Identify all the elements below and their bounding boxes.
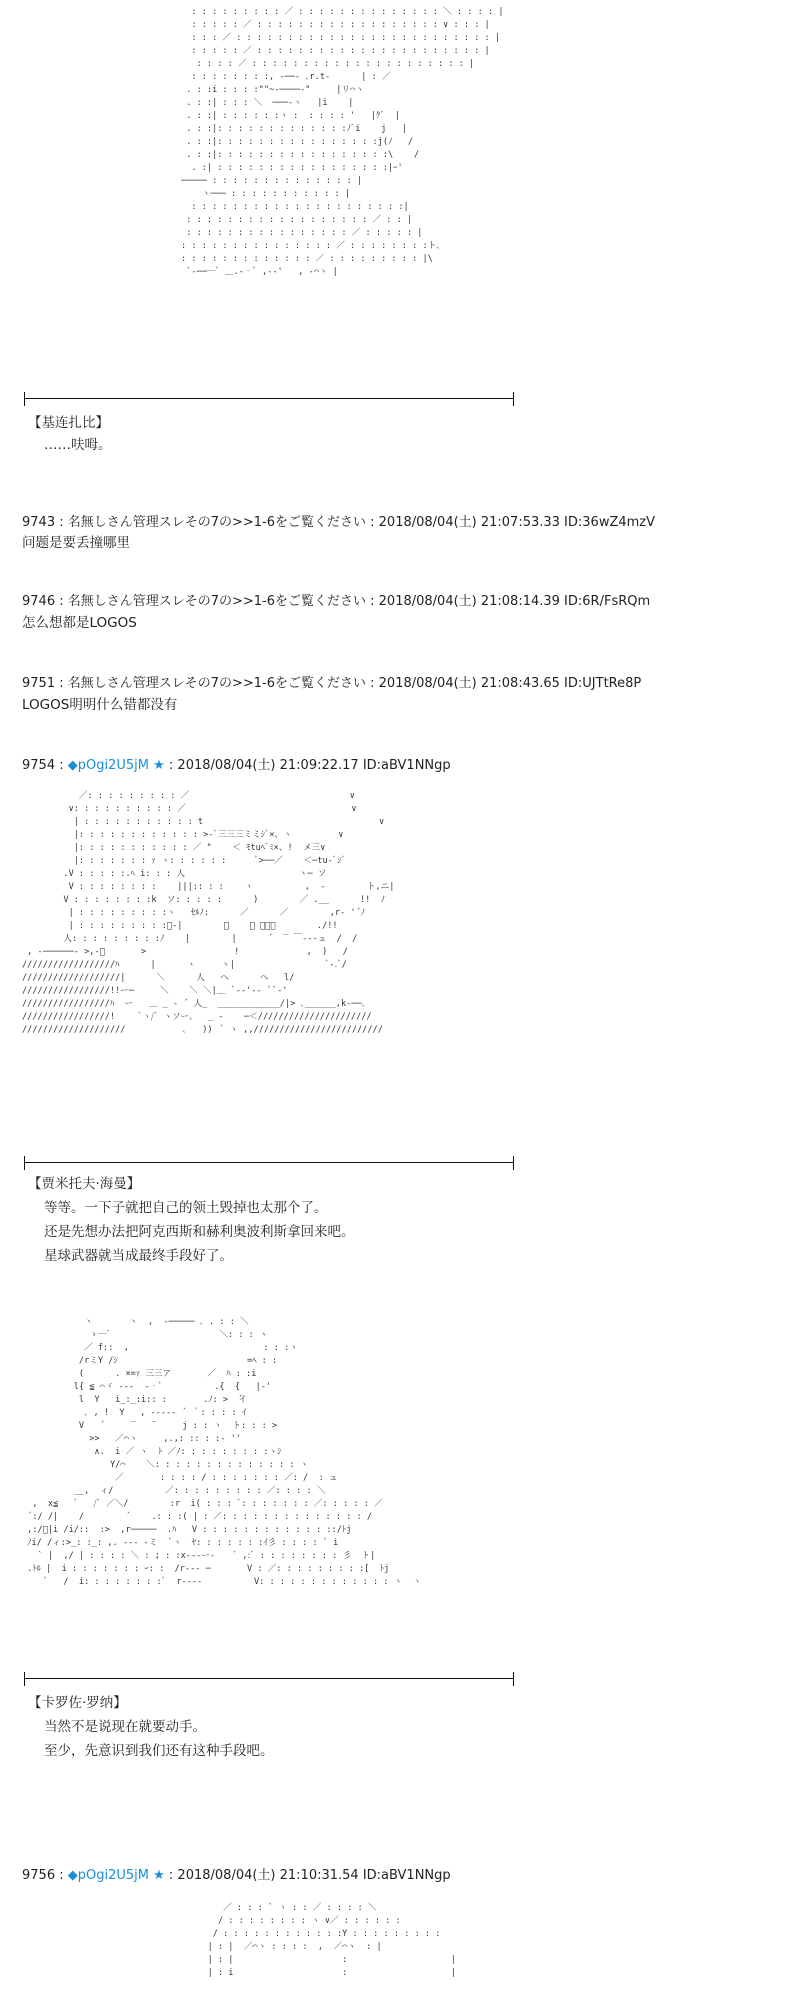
post-header-9743: 9743 : 名無しさん管理スレその7の>>1-6をご覧ください : 2018/08/04(土) 21:07:53.33 ID:36wZ4mzV	[22, 515, 656, 530]
dialog-line: 等等。一下子就把自己的领土毁掉也太那个了。	[44, 1200, 328, 1216]
dialog-line: 星球武器就当成最终手段好了。	[44, 1248, 233, 1264]
speaker-name: 【贾米托夫·海曼】	[28, 1176, 141, 1192]
post-header-9751: 9751 : 名無しさん管理スレその7の>>1-6をご覧ください : 2018/08/04(土) 21:08:43.65 ID:UJTtRe8P	[22, 676, 642, 691]
post-meta: : 2018/08/04(土) 21:09:22.17 ID:aBV1NNgp	[168, 758, 451, 773]
post-number: 9754 :	[22, 758, 64, 773]
post-header-9746: 9746 : 名無しさん管理スレその7の>>1-6をご覧ください : 2018/08/04(土) 21:08:14.39 ID:6R/FsRQm	[22, 594, 651, 609]
post-meta: : 2018/08/04(土) 21:10:31.54 ID:aBV1NNgp	[168, 1868, 451, 1883]
dialog-line: 当然不是说现在就要动手。	[44, 1719, 206, 1735]
speaker-name: 【卡罗佐·罗纳】	[28, 1695, 127, 1711]
separator-1	[24, 392, 514, 406]
dialog-line: 至少，先意识到我们还有这种手段吧。	[44, 1743, 274, 1759]
post-body-9746: 怎么想都是LOGOS	[22, 615, 137, 631]
separator-2	[24, 1156, 514, 1170]
speaker-name: 【基连扎比】	[28, 415, 109, 431]
post-header-9754	[22, 756, 451, 775]
separator-3	[24, 1672, 514, 1686]
dialog-line: 还是先想办法把阿克西斯和赫利奥波利斯拿回来吧。	[44, 1224, 355, 1240]
post-number: 9756 :	[22, 1868, 64, 1883]
poster-trip[interactable]: ◆pOgi2U5jM ★	[67, 758, 165, 773]
poster-trip[interactable]: ◆pOgi2U5jM ★	[67, 1868, 165, 1883]
dialog-line: ……呋呣。	[44, 437, 112, 453]
ascii-art-top: : : : : : : : : : ／ : : : : : : : : : : : : : : ＼ : : : : | : : : : : ／ : : : : : : : : : : : : : : : : : : ∨ : : : | : : : ／ : : : : : : : : : : : : : : : : : : : : : : : : : | : : : : : ／ : : : : : : : : : : : : : : : : : : : : : : | : : : : ／ : : : : : : : : : : : : : : : : : : : : : | : : : : : : : :, -──- ､r.t- | : ／ . : :i : : : :""~‐────‐" |リ⌒ヽ . : :| : : : ＼ ───‐ヽ |i | . : :| : : : : : :ヽ : : : : : ' |ｸﾞ | . : :|: : : : : : : : : : : : :ﾉﾞi j | . : :|: : : : : : : : : : : : : : : :j(ﾉ / . : :|: : : : : : : : : : : : : : : : :\ / . :| : : : : : : : : : : : : : : : : :|ｰ' ───── : : : : : : : : : : : : : : | ヽ─── : : : : : : : : : : : | : : : : : : : : : : : : : : : : : : : : :| : : : : : : : : : : : : : : : : : : ／ : : | : : : : : : : : : : : : : : : : ／ : : : : : | : : : : : : : : : : : : : : : ／ : : : : : : : :ト､ : : : : : : : : : : : : : ／ : : : : : : : : : |\ `‐───ﾞ ＿.-‐ﾞ ,‐‐' , ‐⌒ヽ |	[181, 7, 504, 277]
ascii-art-bottom: ／ : : : ` ヽ : : ／ : : : : ＼ / : : : : : : : : ヽ ∨／ : : : : : : / : : : : : : : : : : : :Y : : : : : : : : : | : | ／⌒ヽ : : : : , ／⌒ヽ : | | : | : | | : i : |	[207, 1903, 456, 1978]
post-header-9756	[22, 1866, 451, 1885]
ascii-art-jamitov: ／: : : : : : : : : ／ ∨ ∨: : : : : : : : : : ／ ∨ | : : : : : : : : : : : t ∨ |: : : : : : : : : : : : >-ﾞ三三三ミミｼﾞ×、ヽ ∨ |: : : : : : : : : : : ／ " ＜ ﾓtuﾍﾞﾐ×、! メ三∨ |: : : : : : : ｧ ヽ: : : : : : ﾞ>──／ ＜─tu‐ﾞｼﾞ .V : : : : :.ﾍ i: : : 人 ヽ─ ソ V : : : : : : : : |||:: : : ヽ , - ト,ニ| V : : : : : : : :k ソ: : : : : ) ／ .__ !! ﾉ | : : : : : : : : :ヽ ｾﾙﾉ: ／ ／ ,r‐ '´ﾉ | : : : : : : : : :ﾟ‐| ／ ／ ＿＿＿ ./!! 人: : : : : : : : :ﾉ | | ´ ‾ ￣‐‐‐ュ / / , -──────- >,-ﾞ > ! , ) / //////////////////ﾊ | ヽ ヽ| ﾞ‐.ﾞ/ ///////////////////| ＼ 人 ヘ ヘ l/ /////////////////!!ー─ ＼ ＼ ＼|＿ `‐‐'‐‐ ``‐' /////////////////ﾊ ー ＿ _ - ´ 人_ ____________/|> ､______,k‐──､ /////////////////! ﾞヽ/ﾞ ヽソー、 _ - ─＜////////////////////// //////////////////// ､ )) ﾞ ヽ ,,/////////////////////////	[22, 791, 395, 1035]
ascii-art-carozzo: ヽ ヽ , -───── ､ . : : ＼ ゝ─ﾞ ＼: : : ヽ ／ f:: , : : :ヽ /rミY /ｼ =ﾍ : : ( . ×=ｧ 三三ア ／ ﾊ : :i l{ ≦ ⌒ヾ ‐‐‐ ‐‐ﾞ .{ { |‐' l Y i_:_:i:: : .ﾉ: > ̄イ ､ , ! Y , ‐‐‐‐‐ ´ ｀: : : : ｲ V ´ ‾ ¨ j : : ヽ ト: : : > >> ／⌒ヽ ,.,: :: : :‐ '' ∧. i ／ ヽ ﾄ ／ﾉ: : : : : : : : :ヽｼ Y/⌒ ＼: : : : : : : : : : : : : : ヽ ／ : : : : / : : : : : : : ／: / : ュ __, ィ/ ／: : : : : : : : : ／: : : : ＼ , x≦ ﾞ /ﾞ ／＼/ :r i( : : : ﾞ: : : : : : : ／: : : : : ／ ´:/ /| / ´ .: : :( | : ／: : : : : : : : : : : : : : / ,:/ﾟ|i /i/:: :> ,r───── .ﾊ V : : : : : : : : : : : : ::/ﾄj ﾉi/ /ィ:>_: :_: ,. ‐‐‐ -ミ `ヽ ﾔ: : : : : : :ｲ彡 : : : : ` i ` | ,/ | : : : : ＼ : ; : :x‐‐‐ー‐ ﾞ ,:ﾞ : : : : : : : : 彡 ト| .ﾄﾙ | i : : : : : : : ｰ: : /r‐‐‐ ─ V : ／: : : : : : : : :[ ﾄj ` / i: : : : : : : :ﾞ r‐‐‐‐ V: : : : : : : : : : : : : ヽ ヽ	[27, 1317, 422, 1587]
post-body-9751: LOGOS明明什么错都没有	[22, 697, 178, 713]
post-body-9743: 问题是要丢撞哪里	[22, 535, 130, 551]
